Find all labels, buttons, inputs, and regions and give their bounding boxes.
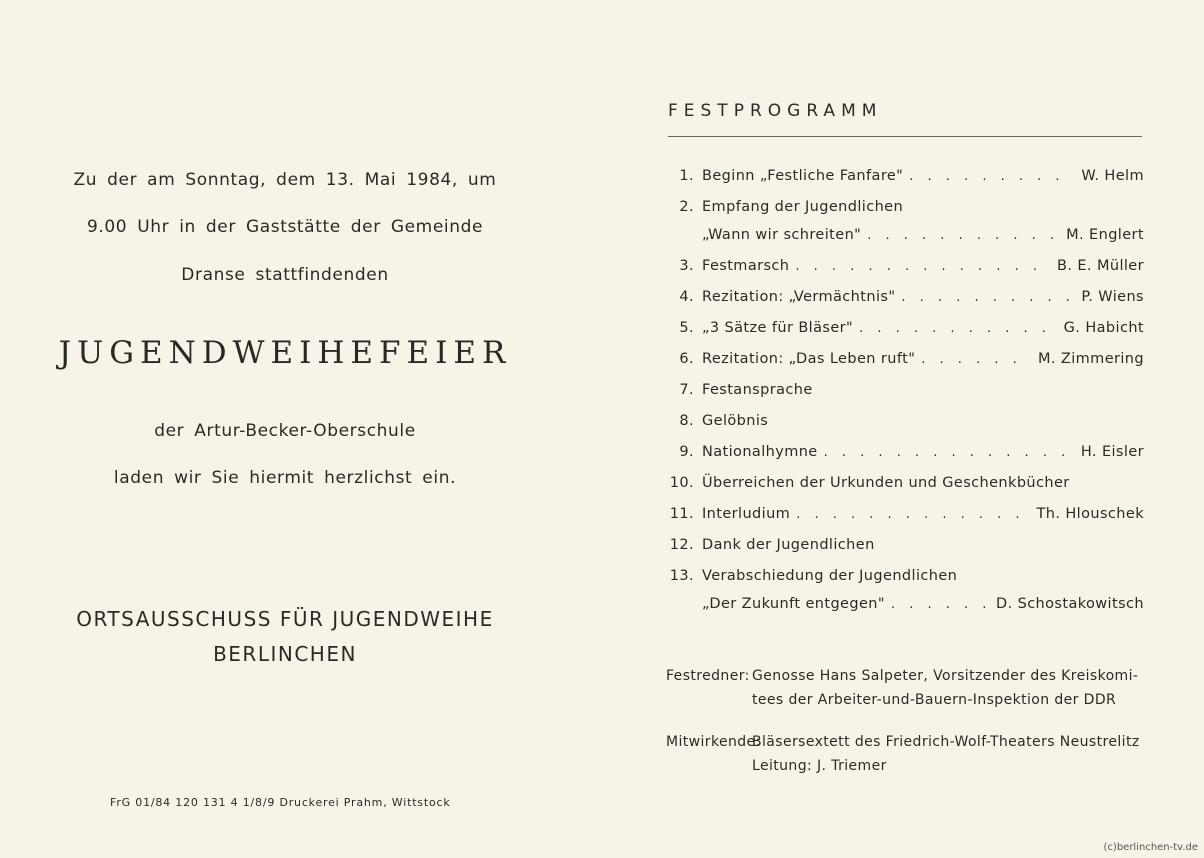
program-item-author: B. E. Müller (1057, 258, 1144, 274)
invitation-line-5: laden wir Sie hiermit herzlichst ein. (113, 468, 457, 488)
speaker-line-1: Genosse Hans Salpeter, Vorsitzender des Kreiskomi- (752, 668, 1139, 684)
program-heading: FESTPROGRAMM (668, 101, 883, 121)
program-item-number: 10. (669, 475, 694, 491)
heading-divider (668, 136, 1142, 137)
invitation-panel (0, 0, 580, 858)
program-item-number: 12. (669, 537, 694, 553)
program-item (660, 351, 1144, 382)
leader-dots (867, 228, 1060, 243)
program-item-number: 9. (679, 444, 694, 460)
leader-dots (796, 507, 1030, 522)
performers-line-1: Bläsersextett des Friedrich-Wolf-Theaters Neustrelitz (752, 734, 1140, 750)
program-item-title: Gelöbnis (702, 413, 769, 429)
leader-dots (859, 321, 1058, 336)
program-item-number: 13. (669, 568, 694, 584)
invitation-line-3: Dranse stattfindenden (181, 265, 389, 285)
program-item-title: Rezitation: „Vermächtnis" (702, 289, 896, 305)
program-item-author: M. Zimmering (1037, 351, 1144, 367)
program-item-author: G. Habicht (1063, 320, 1144, 336)
program-item (660, 227, 1144, 258)
program-panel (640, 0, 1160, 858)
program-item-author: H. Eisler (1080, 444, 1144, 460)
organizer-line-2: BERLINCHEN (213, 642, 357, 666)
program-item-title: Festansprache (702, 382, 813, 398)
performers-line-2: Leitung: J. Triemer (752, 758, 887, 774)
leader-dots (824, 445, 1075, 460)
organizer-line-1: ORTSAUSSCHUSS FÜR JUGENDWEIHE (76, 607, 494, 631)
invitation-line-2: 9.00 Uhr in der Gaststätte der Gemeinde (86, 217, 484, 237)
program-item (660, 568, 1144, 596)
program-item-title: Beginn „Festliche Fanfare" (702, 168, 904, 184)
program-item-author: M. Englert (1066, 227, 1144, 243)
speaker-line-2: tees der Arbeiter-und-Bauern-Inspektion der DDR (752, 692, 1117, 708)
program-item-number: 8. (679, 413, 694, 429)
program-item (660, 444, 1144, 475)
program-item (660, 320, 1144, 351)
leader-dots (901, 290, 1075, 305)
performers-label: Mitwirkende: (666, 734, 761, 750)
program-item-number: 3. (679, 258, 694, 274)
program-item (660, 413, 1144, 444)
program-item-title: „Der Zukunft entgegen" (702, 596, 885, 612)
program-item-title: „Wann wir schreiten" (702, 227, 862, 243)
program-item-number: 1. (679, 168, 694, 184)
program-item-title: Verabschiedung der Jugendlichen (702, 568, 958, 584)
program-item-number: 7. (679, 382, 694, 398)
program-item-title: Interludium (702, 506, 791, 522)
speaker-section (666, 668, 1138, 716)
speaker-label: Festredner: (666, 668, 750, 684)
program-item-number: 2. (679, 199, 694, 215)
program-item (660, 258, 1144, 289)
program-item (660, 289, 1144, 320)
program-item (660, 382, 1144, 413)
program-item-title: Empfang der Jugendlichen (702, 199, 904, 215)
program-item-author: D. Schostakowitsch (996, 596, 1144, 612)
program-item-number: 5. (679, 320, 694, 336)
leader-dots (891, 597, 990, 612)
program-item-title: Dank der Jugendlichen (702, 537, 875, 553)
printer-imprint: FrG 01/84 120 131 4 1/8/9 Druckerei Prahm, Wittstock (110, 796, 451, 809)
leader-dots (795, 259, 1051, 274)
program-item (660, 596, 1144, 627)
program-item-author: Th. Hlouschek (1036, 506, 1144, 522)
program-item (660, 199, 1144, 227)
program-item (660, 475, 1144, 506)
program-item-author: W. Helm (1081, 168, 1144, 184)
program-list (660, 168, 1144, 627)
program-item-title: Nationalhymne (702, 444, 818, 460)
invitation-line-1: Zu der am Sonntag, dem 13. Mai 1984, um (73, 170, 497, 190)
invitation-line-4: der Artur-Becker-Oberschule (154, 421, 416, 441)
program-item-number: 6. (679, 351, 694, 367)
program-item-title: Festmarsch (702, 258, 790, 274)
program-item (660, 168, 1144, 199)
leader-dots (909, 169, 1075, 184)
watermark-credit: (c)berlinchen-tv.de (1103, 842, 1198, 853)
program-item-number: 4. (679, 289, 694, 305)
program-item-title: Rezitation: „Das Leben ruft" (702, 351, 916, 367)
event-title: JUGENDWEIHEFEIER (58, 335, 512, 371)
program-item-title: „3 Sätze für Bläser" (702, 320, 854, 336)
program-item (660, 537, 1144, 568)
program-item-title: Überreichen der Urkunden und Geschenkbücher (702, 475, 1070, 491)
program-item-number: 11. (669, 506, 694, 522)
performers-section (666, 734, 1140, 782)
program-item-author: P. Wiens (1081, 289, 1144, 305)
leader-dots (921, 352, 1032, 367)
program-item (660, 506, 1144, 537)
